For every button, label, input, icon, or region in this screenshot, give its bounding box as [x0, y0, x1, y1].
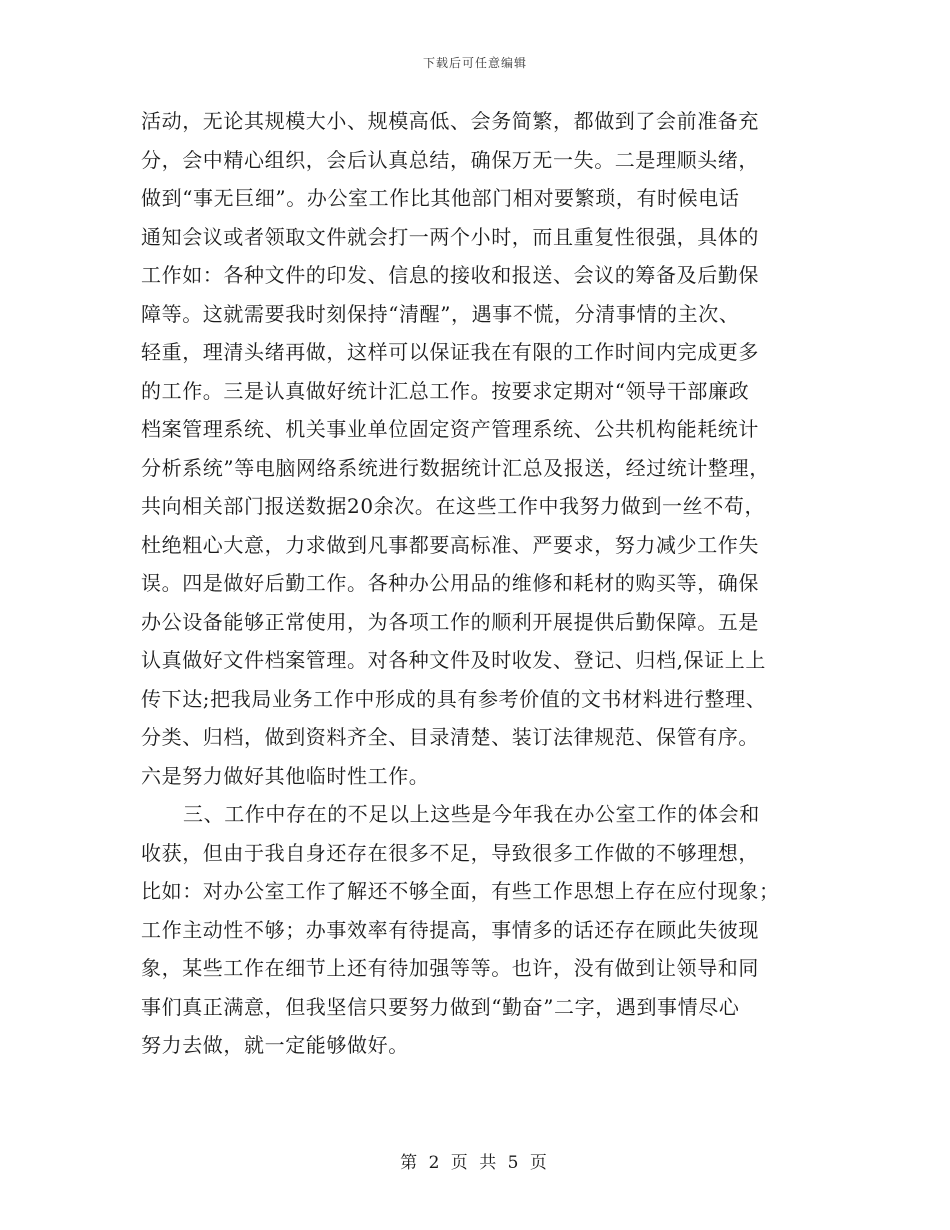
- text-line: 轻重，理清头绪再做，这样可以保证我在有限的工作时间内完成更多: [141, 340, 759, 364]
- text-line: 档案管理系统、机关事业单位固定资产管理系统、公共机构能耗统计: [141, 417, 759, 441]
- text-line: 六是努力做好其他临时性工作。: [141, 763, 430, 788]
- text-line: 传下达;把我局业务工作中形成的具有参考价值的文书材料进行整理、: [141, 686, 767, 711]
- paragraph-start-line: 三、工作中存在的不足以上这些是今年我在办公室工作的体会和: [183, 802, 760, 826]
- text-line: 障等。这就需要我时刻保持“清醒”，遇事不慌，分清事情的主次、: [141, 301, 740, 326]
- text-line: 做到“事无巨细”。办公室工作比其他部门相对要繁琐，有时候电话: [141, 186, 740, 210]
- text-line: 收获，但由于我自身还存在很多不足，导致很多工作做的不够理想，: [141, 840, 759, 865]
- text-line: 通知会议或者领取文件就会打一两个小时，而且重复性很强，具体的: [141, 224, 759, 249]
- page-header: 下载后可任意编辑: [422, 56, 527, 70]
- text-line: 工作如：各种文件的印发、信息的接收和报送、会议的筹备及后勤保: [141, 263, 759, 287]
- text-line: 的工作。三是认真做好统计汇总工作。按要求定期对“领导干部廉政: [141, 378, 750, 403]
- document-body: [141, 102, 813, 1065]
- text-line: 活动，无论其规模大小、规模高低、会务简繁，都做到了会前准备充: [141, 109, 759, 133]
- text-line: 努力去做，就一定能够做好。: [141, 1033, 409, 1057]
- page-number: 第 2 页 共 5 页: [400, 1153, 550, 1173]
- text-line: 办公设备能够正常使用，为各项工作的顺利开展提供后勤保障。五是: [141, 609, 759, 634]
- text-line: 认真做好文件档案管理。对各种文件及时收发、登记、归档,保证上上: [141, 648, 766, 672]
- text-line: 比如：对办公室工作了解还不够全面，有些工作思想上存在应付现象；: [141, 879, 780, 903]
- text-line: 误。四是做好后勤工作。各种办公用品的维修和耗材的购买等，确保: [141, 571, 759, 595]
- text-line: 分，会中精心组织，会后认真总结，确保万无一失。二是理顺头绪，: [141, 147, 759, 172]
- text-line: 杜绝粗心大意，力求做到凡事都要高标准、严要求，努力减少工作失: [141, 532, 759, 557]
- text-line: 分析系统”等电脑网络系统进行数据统计汇总及报送，经过统计整理，: [141, 455, 770, 480]
- text-line: 共向相关部门报送数据20余次。在这些工作中我努力做到一丝不苟，: [141, 494, 766, 518]
- text-line: 事们真正满意，但我坚信只要努力做到“勤奋”二字，遇到事情尽心: [141, 994, 740, 1019]
- text-line: 象，某些工作在细节上还有待加强等等。也许，没有做到让领导和同: [141, 956, 759, 980]
- text-line: 分类、归档，做到资料齐全、目录清楚、装订法律规范、保管有序。: [141, 725, 759, 749]
- text-line: 工作主动性不够；办事效率有待提高，事情多的话还存在顾此失彼现: [141, 917, 759, 942]
